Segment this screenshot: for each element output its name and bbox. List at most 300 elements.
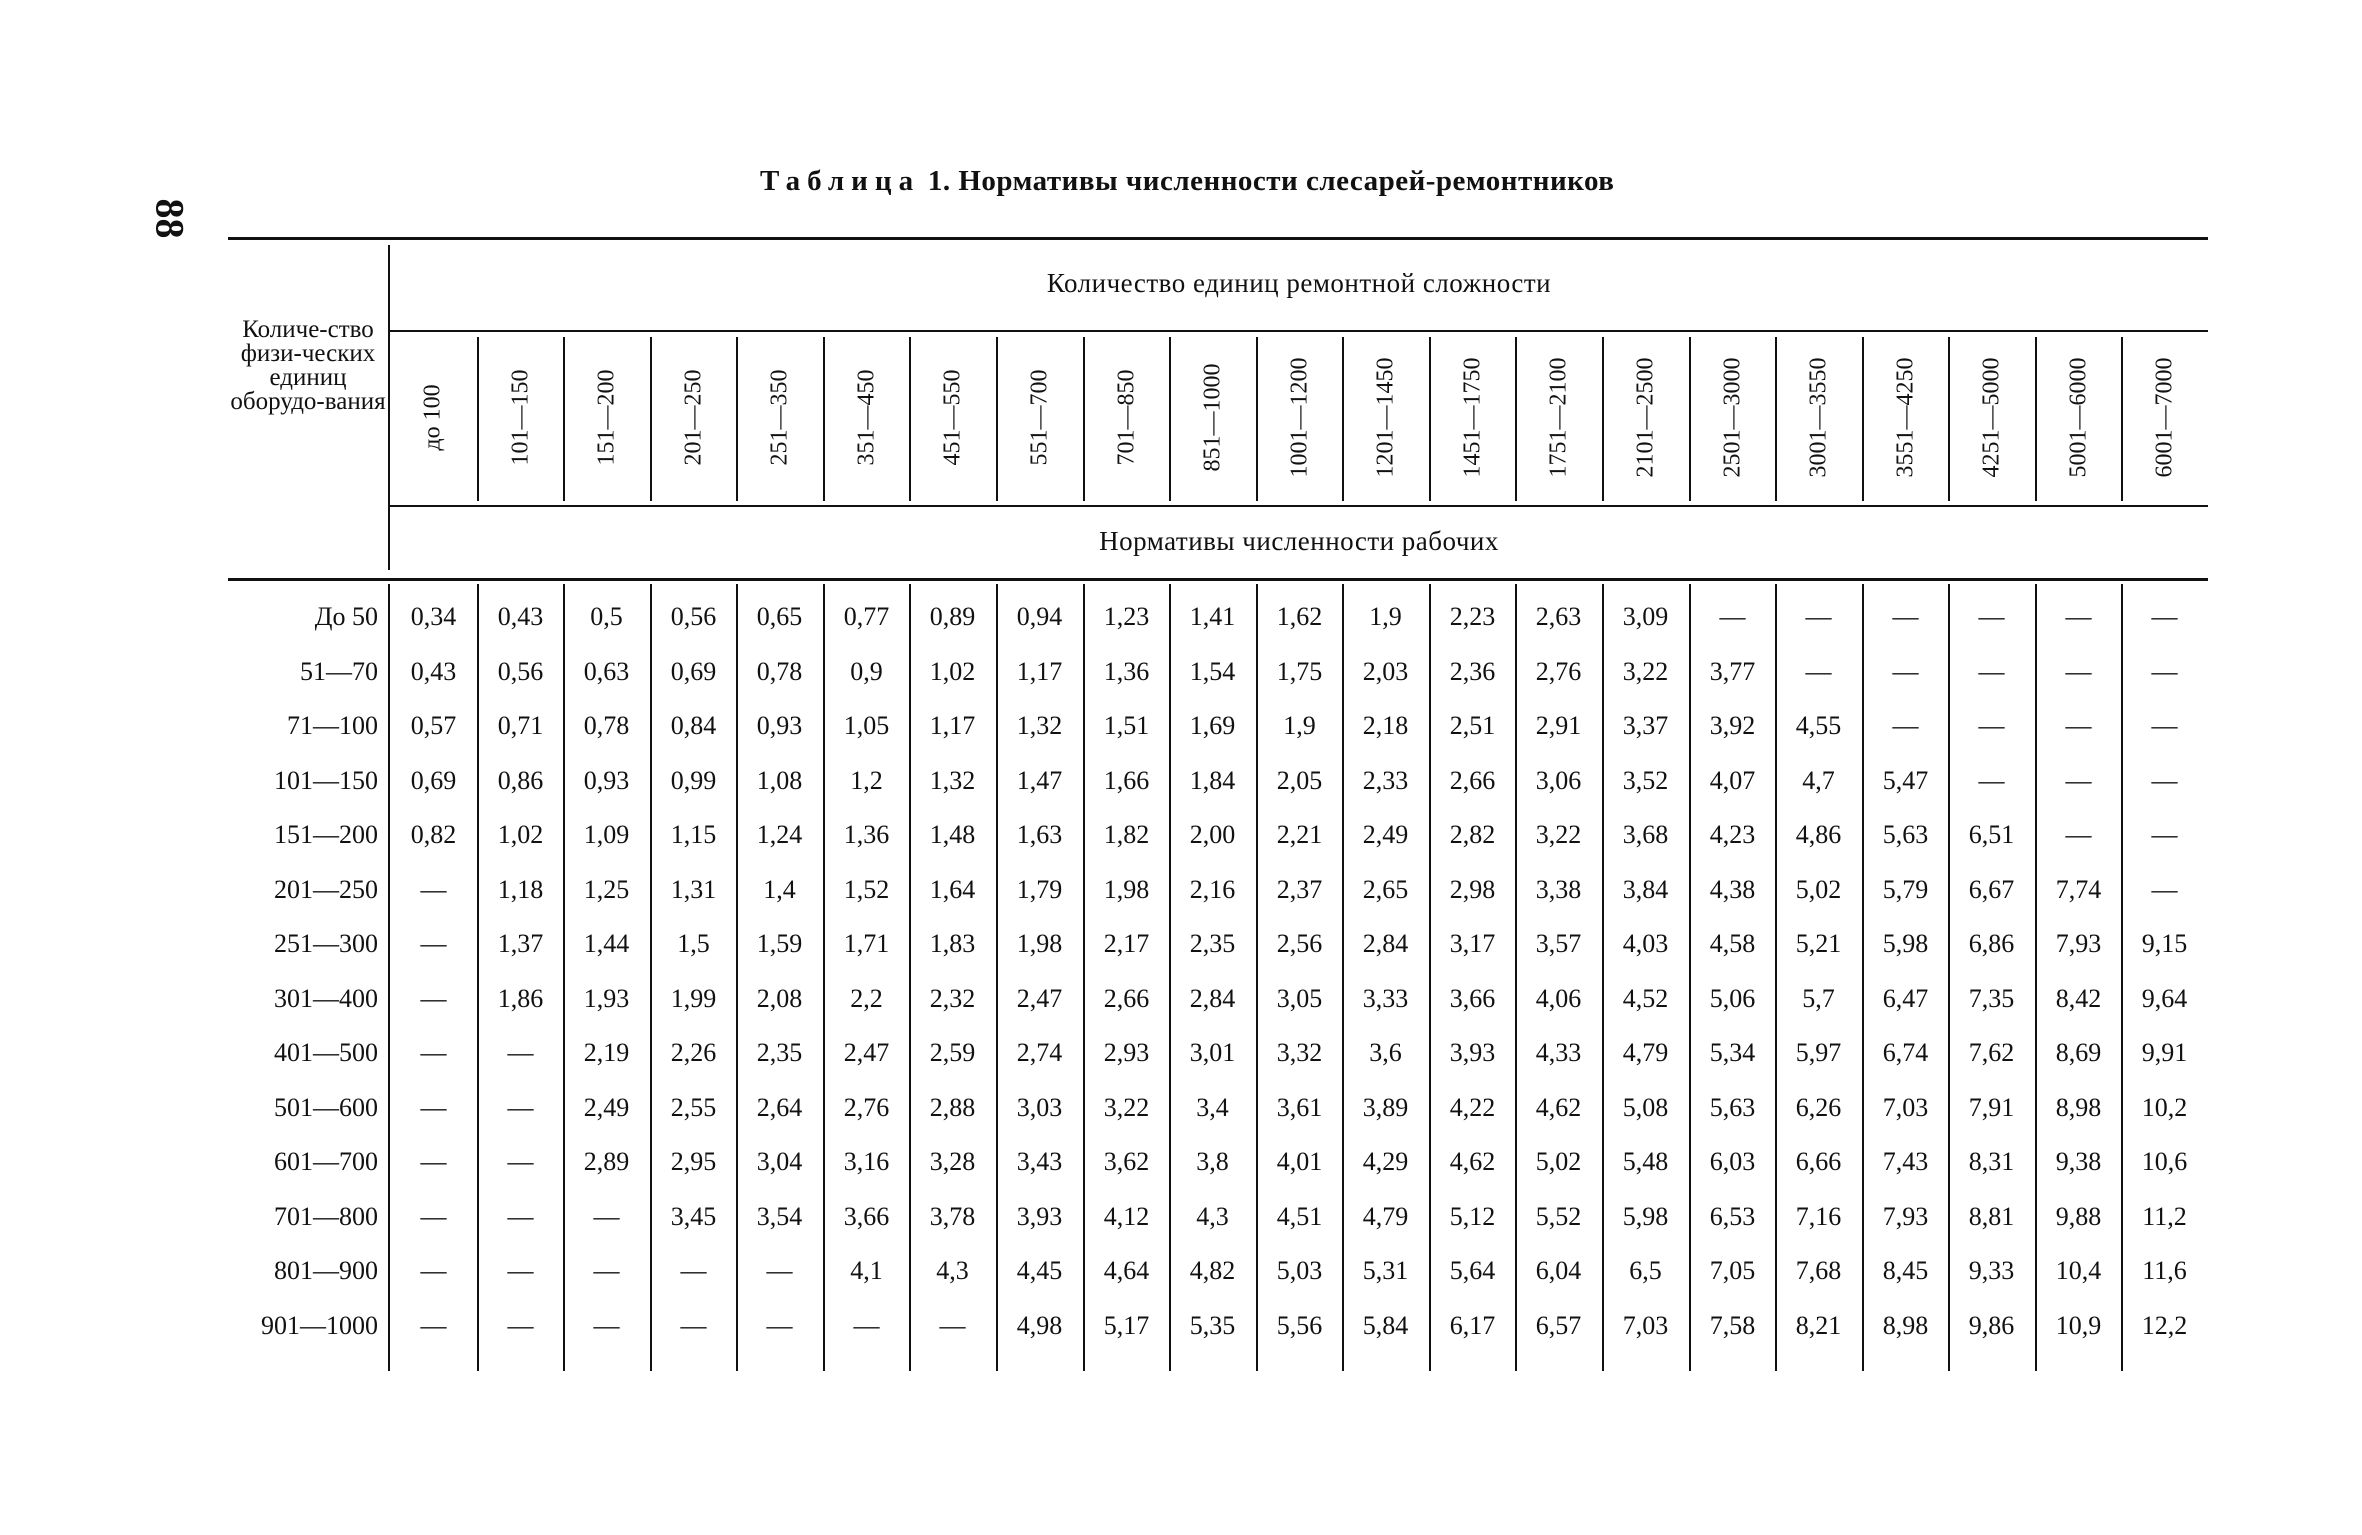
table-cell: 0,69 [410,766,457,795]
table-title-number: 1. [927,165,951,197]
table-cell: 2,76 [1535,657,1582,686]
table-cell: 2,18 [1362,711,1409,740]
table-cell: 3,52 [1622,766,1669,795]
column-header-label: 351—450 [853,369,879,466]
table-cell: 4,3 [1196,1202,1229,1231]
table-cell: 1,9 [1283,711,1316,740]
table-cell: — [1892,657,1919,686]
table-cell: 3,68 [1622,820,1669,849]
table-cell: — [2151,820,2178,849]
table-cell: 5,64 [1449,1256,1496,1285]
table-cell: 2,17 [1103,929,1150,958]
table-cell: 1,83 [929,929,976,958]
table-cell: 0,89 [929,602,976,631]
table-cell: 1,44 [583,929,630,958]
group-header-bottom: Нормативы численности рабочих [1099,526,1499,556]
table-cell: 2,08 [756,984,803,1013]
column-header-label: 551—700 [1026,369,1052,466]
table-cell: 3,03 [1016,1093,1063,1122]
table-cell: 5,97 [1795,1038,1842,1067]
table-cell: 1,25 [583,875,630,904]
table-cell: 4,55 [1795,711,1842,740]
table-cell: 2,05 [1276,766,1323,795]
table-cell: 10,4 [2055,1256,2102,1285]
table-cell: 11,2 [2142,1202,2187,1231]
table-cell: 1,64 [929,875,976,904]
table-cell: 3,04 [756,1147,803,1176]
table-cell: — [420,1038,447,1067]
table-cell: 4,29 [1362,1147,1409,1176]
table-cell: 7,68 [1795,1256,1842,1285]
table-cell: 3,4 [1196,1093,1229,1122]
table-cell: 0,78 [583,711,630,740]
table-cell: — [1978,711,2005,740]
table-cell: — [2065,711,2092,740]
table-cell: 10,9 [2055,1311,2102,1340]
table-cell: 4,06 [1535,984,1582,1013]
table-cell: 6,53 [1709,1202,1756,1231]
row-label: 101—150 [274,766,378,795]
table-cell: 9,86 [1968,1311,2015,1340]
row-label: 501—600 [274,1093,378,1122]
table-cell: 2,35 [756,1038,803,1067]
table-cell: 6,66 [1795,1147,1842,1176]
table-cell: 4,1 [850,1256,883,1285]
table-cell: 0,78 [756,657,803,686]
column-rule-body [1515,584,1517,1371]
table-cell: 9,15 [2141,929,2188,958]
table-cell: 7,43 [1882,1147,1929,1176]
table-cell: 5,12 [1449,1202,1496,1231]
table-cell: 5,02 [1795,875,1842,904]
table-cell: 1,59 [756,929,803,958]
table-cell: 1,32 [929,766,976,795]
column-rule-body [563,584,565,1371]
table-cell: 4,58 [1709,929,1756,958]
column-rule-body [1948,584,1950,1371]
table-cell: 8,45 [1882,1256,1929,1285]
table-cell: — [2065,657,2092,686]
table-cell: — [1978,766,2005,795]
table-cell: 5,35 [1189,1311,1236,1340]
table-cell: 6,57 [1535,1311,1582,1340]
table-cell: 0,63 [583,657,630,686]
table-title-word: Таблица [760,165,921,197]
table-cell: 8,98 [1882,1311,1929,1340]
table-cell: 4,12 [1103,1202,1150,1231]
table-cell: 1,75 [1276,657,1323,686]
table-cell: 1,37 [497,929,544,958]
table-cell: 3,05 [1276,984,1323,1013]
table-cell: — [593,1256,620,1285]
row-label: 901—1000 [261,1311,378,1340]
table-cell: 1,54 [1189,657,1236,686]
table-cell: — [507,1093,534,1122]
table-cell: 9,91 [2141,1038,2188,1067]
table-cell: 1,17 [1016,657,1063,686]
table-cell: 1,31 [670,875,717,904]
row-label: 301—400 [274,984,378,1013]
table-cell: 6,03 [1709,1147,1756,1176]
column-header-label: 451—550 [939,369,965,466]
table-cell: 3,93 [1016,1202,1063,1231]
table-cell: 7,62 [1968,1038,2015,1067]
column-header-label: 201—250 [680,369,706,466]
table-cell: 7,03 [1622,1311,1669,1340]
column-header-label: 2101—2500 [1632,357,1658,478]
column-header [909,340,996,495]
table-cell: 0,56 [670,602,717,631]
table-cell: 9,64 [2141,984,2188,1013]
table-cell: 2,26 [670,1038,717,1067]
row-label: 51—70 [300,657,378,686]
table-cell: 0,56 [497,657,544,686]
table-cell: 2,47 [1016,984,1063,1013]
table-cell: 7,93 [1882,1202,1929,1231]
column-rule-body [1169,584,1171,1371]
column-rule-body [1342,584,1344,1371]
table-cell: 7,74 [2055,875,2102,904]
table-cell: 2,64 [756,1093,803,1122]
table-cell: — [2065,766,2092,795]
table-cell: 4,23 [1709,820,1756,849]
table-cell: 5,63 [1709,1093,1756,1122]
page-number: 88 [147,198,193,239]
table-cell: 9,33 [1968,1256,2015,1285]
table-cell: — [766,1256,793,1285]
column-header-label: 101—150 [507,369,533,466]
table-cell: 1,47 [1016,766,1063,795]
table-cell: 2,23 [1449,602,1496,631]
table-cell: 3,61 [1276,1093,1323,1122]
table-cell: — [2151,602,2178,631]
table-cell: 5,56 [1276,1311,1323,1340]
table-cell: 1,99 [670,984,717,1013]
table-title [760,165,1614,198]
column-header-label: 4251—5000 [1978,357,2004,478]
column-rule-body [996,584,998,1371]
table-cell: 3,66 [843,1202,890,1231]
table-cell: 3,77 [1709,657,1756,686]
table-cell: 2,66 [1103,984,1150,1013]
table-cell: 2,19 [583,1038,630,1067]
table-cell: 6,86 [1968,929,2015,958]
column-header [2035,340,2122,495]
table-cell: — [420,1093,447,1122]
table-cell: 6,74 [1882,1038,1929,1067]
table-cell: 0,94 [1016,602,1063,631]
table-cell: 1,98 [1016,929,1063,958]
column-rule-body [909,584,911,1371]
table-cell: 8,98 [2055,1093,2102,1122]
table-cell: — [2151,766,2178,795]
table-cell: 1,23 [1103,602,1150,631]
column-header [1602,340,1689,495]
table-cell: 1,32 [1016,711,1063,740]
table-cell: 1,84 [1189,766,1236,795]
table-cell: 1,36 [843,820,890,849]
table-cell: 2,03 [1362,657,1409,686]
table-cell: 0,93 [583,766,630,795]
table-cell: 2,37 [1276,875,1323,904]
table-cell: 2,98 [1449,875,1496,904]
table-cell: 1,69 [1189,711,1236,740]
row-label: 801—900 [274,1256,378,1285]
table-cell: 5,52 [1535,1202,1582,1231]
column-header-label: 3551—4250 [1892,357,1918,478]
column-header [1083,340,1170,495]
table-cell: 3,33 [1362,984,1409,1013]
table-cell: 3,22 [1103,1093,1150,1122]
table-cell: 1,63 [1016,820,1063,849]
row-label: 151—200 [274,820,378,849]
column-rule-body [2121,584,2123,1371]
table-cell: 0,9 [850,657,883,686]
table-cell: 7,93 [2055,929,2102,958]
table-cell: 5,06 [1709,984,1756,1013]
table-cell: — [1892,602,1919,631]
column-rule-body [2035,584,2037,1371]
table-cell: — [2065,602,2092,631]
table-cell: 2,65 [1362,875,1409,904]
table-cell: — [420,984,447,1013]
table-cell: 2,93 [1103,1038,1150,1067]
table-cell: 2,82 [1449,820,1496,849]
column-header-label: до 100 [420,384,446,451]
table-cell: 0,86 [497,766,544,795]
table-cell: 0,5 [590,602,623,631]
column-header [1775,340,1862,495]
column-rule-body [1689,584,1691,1371]
table-cell: 1,5 [677,929,710,958]
table-cell: — [420,1256,447,1285]
table-cell: 3,06 [1535,766,1582,795]
table-cell: 0,93 [756,711,803,740]
stub-header: Количе-ство физи-ческих единиц оборудо-вания [230,316,386,415]
table-cell: 3,17 [1449,929,1496,958]
table-cell: 0,84 [670,711,717,740]
row-label: 401—500 [274,1038,378,1067]
table-cell: 0,99 [670,766,717,795]
table-cell: 3,09 [1622,602,1669,631]
table-cell: — [1978,657,2005,686]
table-cell: 4,03 [1622,929,1669,958]
table-cell: 2,16 [1189,875,1236,904]
table-cell: 6,47 [1882,984,1929,1013]
column-header-label: 1451—1750 [1459,357,1485,478]
table-cell: 3,78 [929,1202,976,1231]
table-cell: 8,69 [2055,1038,2102,1067]
table-cell: — [1805,657,1832,686]
column-header [477,340,564,495]
column-header [2121,340,2208,495]
table-cell: 10,6 [2141,1147,2188,1176]
table-cell: 1,02 [497,820,544,849]
column-rule-body [823,584,825,1371]
table-cell: — [2151,875,2178,904]
table-cell: 1,41 [1189,602,1236,631]
table-cell: 0,71 [497,711,544,740]
table-cell: 0,77 [843,602,890,631]
column-header [1256,340,1343,495]
table-cell: 1,2 [850,766,883,795]
column-header-label: 1201—1450 [1372,357,1398,478]
table-cell: — [1805,602,1832,631]
table-cell: 2,2 [850,984,883,1013]
table-cell: 1,17 [929,711,976,740]
table-cell: 1,15 [670,820,717,849]
table-cell: 5,79 [1882,875,1929,904]
table-cell: 2,63 [1535,602,1582,631]
table-cell: 3,43 [1016,1147,1063,1176]
table-cell: 0,69 [670,657,717,686]
table-cell: 1,02 [929,657,976,686]
header-bottom-rule [228,578,2208,581]
table-cell: 6,67 [1968,875,2015,904]
column-header-label: 151—200 [593,369,619,466]
table-cell: 7,03 [1882,1093,1929,1122]
column-header [1169,340,1256,495]
table-cell: 2,95 [670,1147,717,1176]
table-cell: — [507,1311,534,1340]
table-cell: 0,43 [497,602,544,631]
table-cell: 7,16 [1795,1202,1842,1231]
row-label: 701—800 [274,1202,378,1231]
column-header-label: 701—850 [1113,369,1139,466]
table-cell: 2,36 [1449,657,1496,686]
table-cell: 4,79 [1362,1202,1409,1231]
table-cell: 4,7 [1802,766,1835,795]
table-cell: 2,89 [583,1147,630,1176]
table-cell: 6,51 [1968,820,2015,849]
table-cell: 0,65 [756,602,803,631]
table-cell: — [680,1256,707,1285]
table-cell: — [420,929,447,958]
group-header-top: Количество единиц ремонтной сложности [1046,268,1552,298]
column-header [1948,340,2035,495]
row-label: 251—300 [274,929,378,958]
row-label: 201—250 [274,875,378,904]
table-cell: — [1978,602,2005,631]
table-cell: — [507,1038,534,1067]
table-cell: 2,51 [1449,711,1496,740]
table-cell: 2,88 [929,1093,976,1122]
table-cell: 2,00 [1189,820,1236,849]
table-cell: 1,48 [929,820,976,849]
column-header-label: 851—1000 [1199,363,1225,472]
table-cell: 6,17 [1449,1311,1496,1340]
table-cell: — [420,1147,447,1176]
table-cell: 2,84 [1362,929,1409,958]
column-header [1862,340,1949,495]
column-rule-body [650,584,652,1371]
table-cell: 3,92 [1709,711,1756,740]
table-cell: 2,55 [670,1093,717,1122]
column-rule-body [736,584,738,1371]
table-cell: 5,47 [1882,766,1929,795]
table-cell: 3,57 [1535,929,1582,958]
column-header-label: 1001—1200 [1286,357,1312,478]
table-cell: — [593,1202,620,1231]
table-cell: 2,49 [583,1093,630,1122]
table-cell: 2,21 [1276,820,1323,849]
column-header-label: 6001—7000 [2151,357,2177,478]
table-cell: — [939,1311,966,1340]
table-cell: 1,71 [843,929,890,958]
column-header [1429,340,1516,495]
top-rule [228,237,2208,240]
table-cell: 0,57 [410,711,457,740]
column-rule-body [1429,584,1431,1371]
table-cell: 1,05 [843,711,890,740]
table-cell: 7,35 [1968,984,2015,1013]
column-head-top-rule [390,330,2208,332]
table-cell: 5,02 [1535,1147,1582,1176]
table-cell: 7,58 [1709,1311,1756,1340]
table-cell: — [2151,657,2178,686]
table-cell: 3,93 [1449,1038,1496,1067]
table-cell: 10,2 [2141,1093,2188,1122]
table-cell: 1,86 [497,984,544,1013]
table-cell: 1,52 [843,875,890,904]
table-cell: — [1892,711,1919,740]
table-cell: 5,98 [1622,1202,1669,1231]
stub-rule-body [388,584,390,1371]
table-cell: 3,66 [1449,984,1496,1013]
column-rule-body [1775,584,1777,1371]
column-header [390,340,477,495]
column-header-label: 2501—3000 [1719,357,1745,478]
table-cell: 7,91 [1968,1093,2015,1122]
table-title-text: Нормативы численности слесарей-ремонтников [958,165,1615,197]
row-label: До 50 [314,602,378,631]
table-cell: 0,82 [410,820,457,849]
column-header [996,340,1083,495]
table-cell: 0,43 [410,657,457,686]
table-cell: 2,47 [843,1038,890,1067]
table-cell: 11,6 [2142,1256,2187,1285]
column-header-label: 1751—2100 [1545,357,1571,478]
table-cell: 2,66 [1449,766,1496,795]
table-cell: 1,66 [1103,766,1150,795]
column-header-label: 251—350 [766,369,792,466]
row-label: 601—700 [274,1147,378,1176]
table-cell: 9,88 [2055,1202,2102,1231]
table-cell: 3,54 [756,1202,803,1231]
table-cell: 12,2 [2141,1311,2188,1340]
table-cell: 1,98 [1103,875,1150,904]
table-cell: 4,79 [1622,1038,1669,1067]
table-cell: 5,08 [1622,1093,1669,1122]
table-cell: 1,51 [1103,711,1150,740]
table-cell: — [507,1202,534,1231]
table-cell: 1,09 [583,820,630,849]
table-cell: 8,21 [1795,1311,1842,1340]
table-cell: 4,64 [1103,1256,1150,1285]
row-label: 71—100 [287,711,378,740]
table-cell: — [420,1311,447,1340]
table-cell: 3,01 [1189,1038,1236,1067]
table-cell: 5,21 [1795,929,1842,958]
table-cell: 4,07 [1709,766,1756,795]
column-header [823,340,910,495]
table-cell: — [507,1147,534,1176]
table-cell: 4,62 [1449,1147,1496,1176]
table-cell: 3,22 [1535,820,1582,849]
table-cell: — [420,875,447,904]
table-cell: 4,3 [936,1256,969,1285]
table-cell: 5,03 [1276,1256,1323,1285]
